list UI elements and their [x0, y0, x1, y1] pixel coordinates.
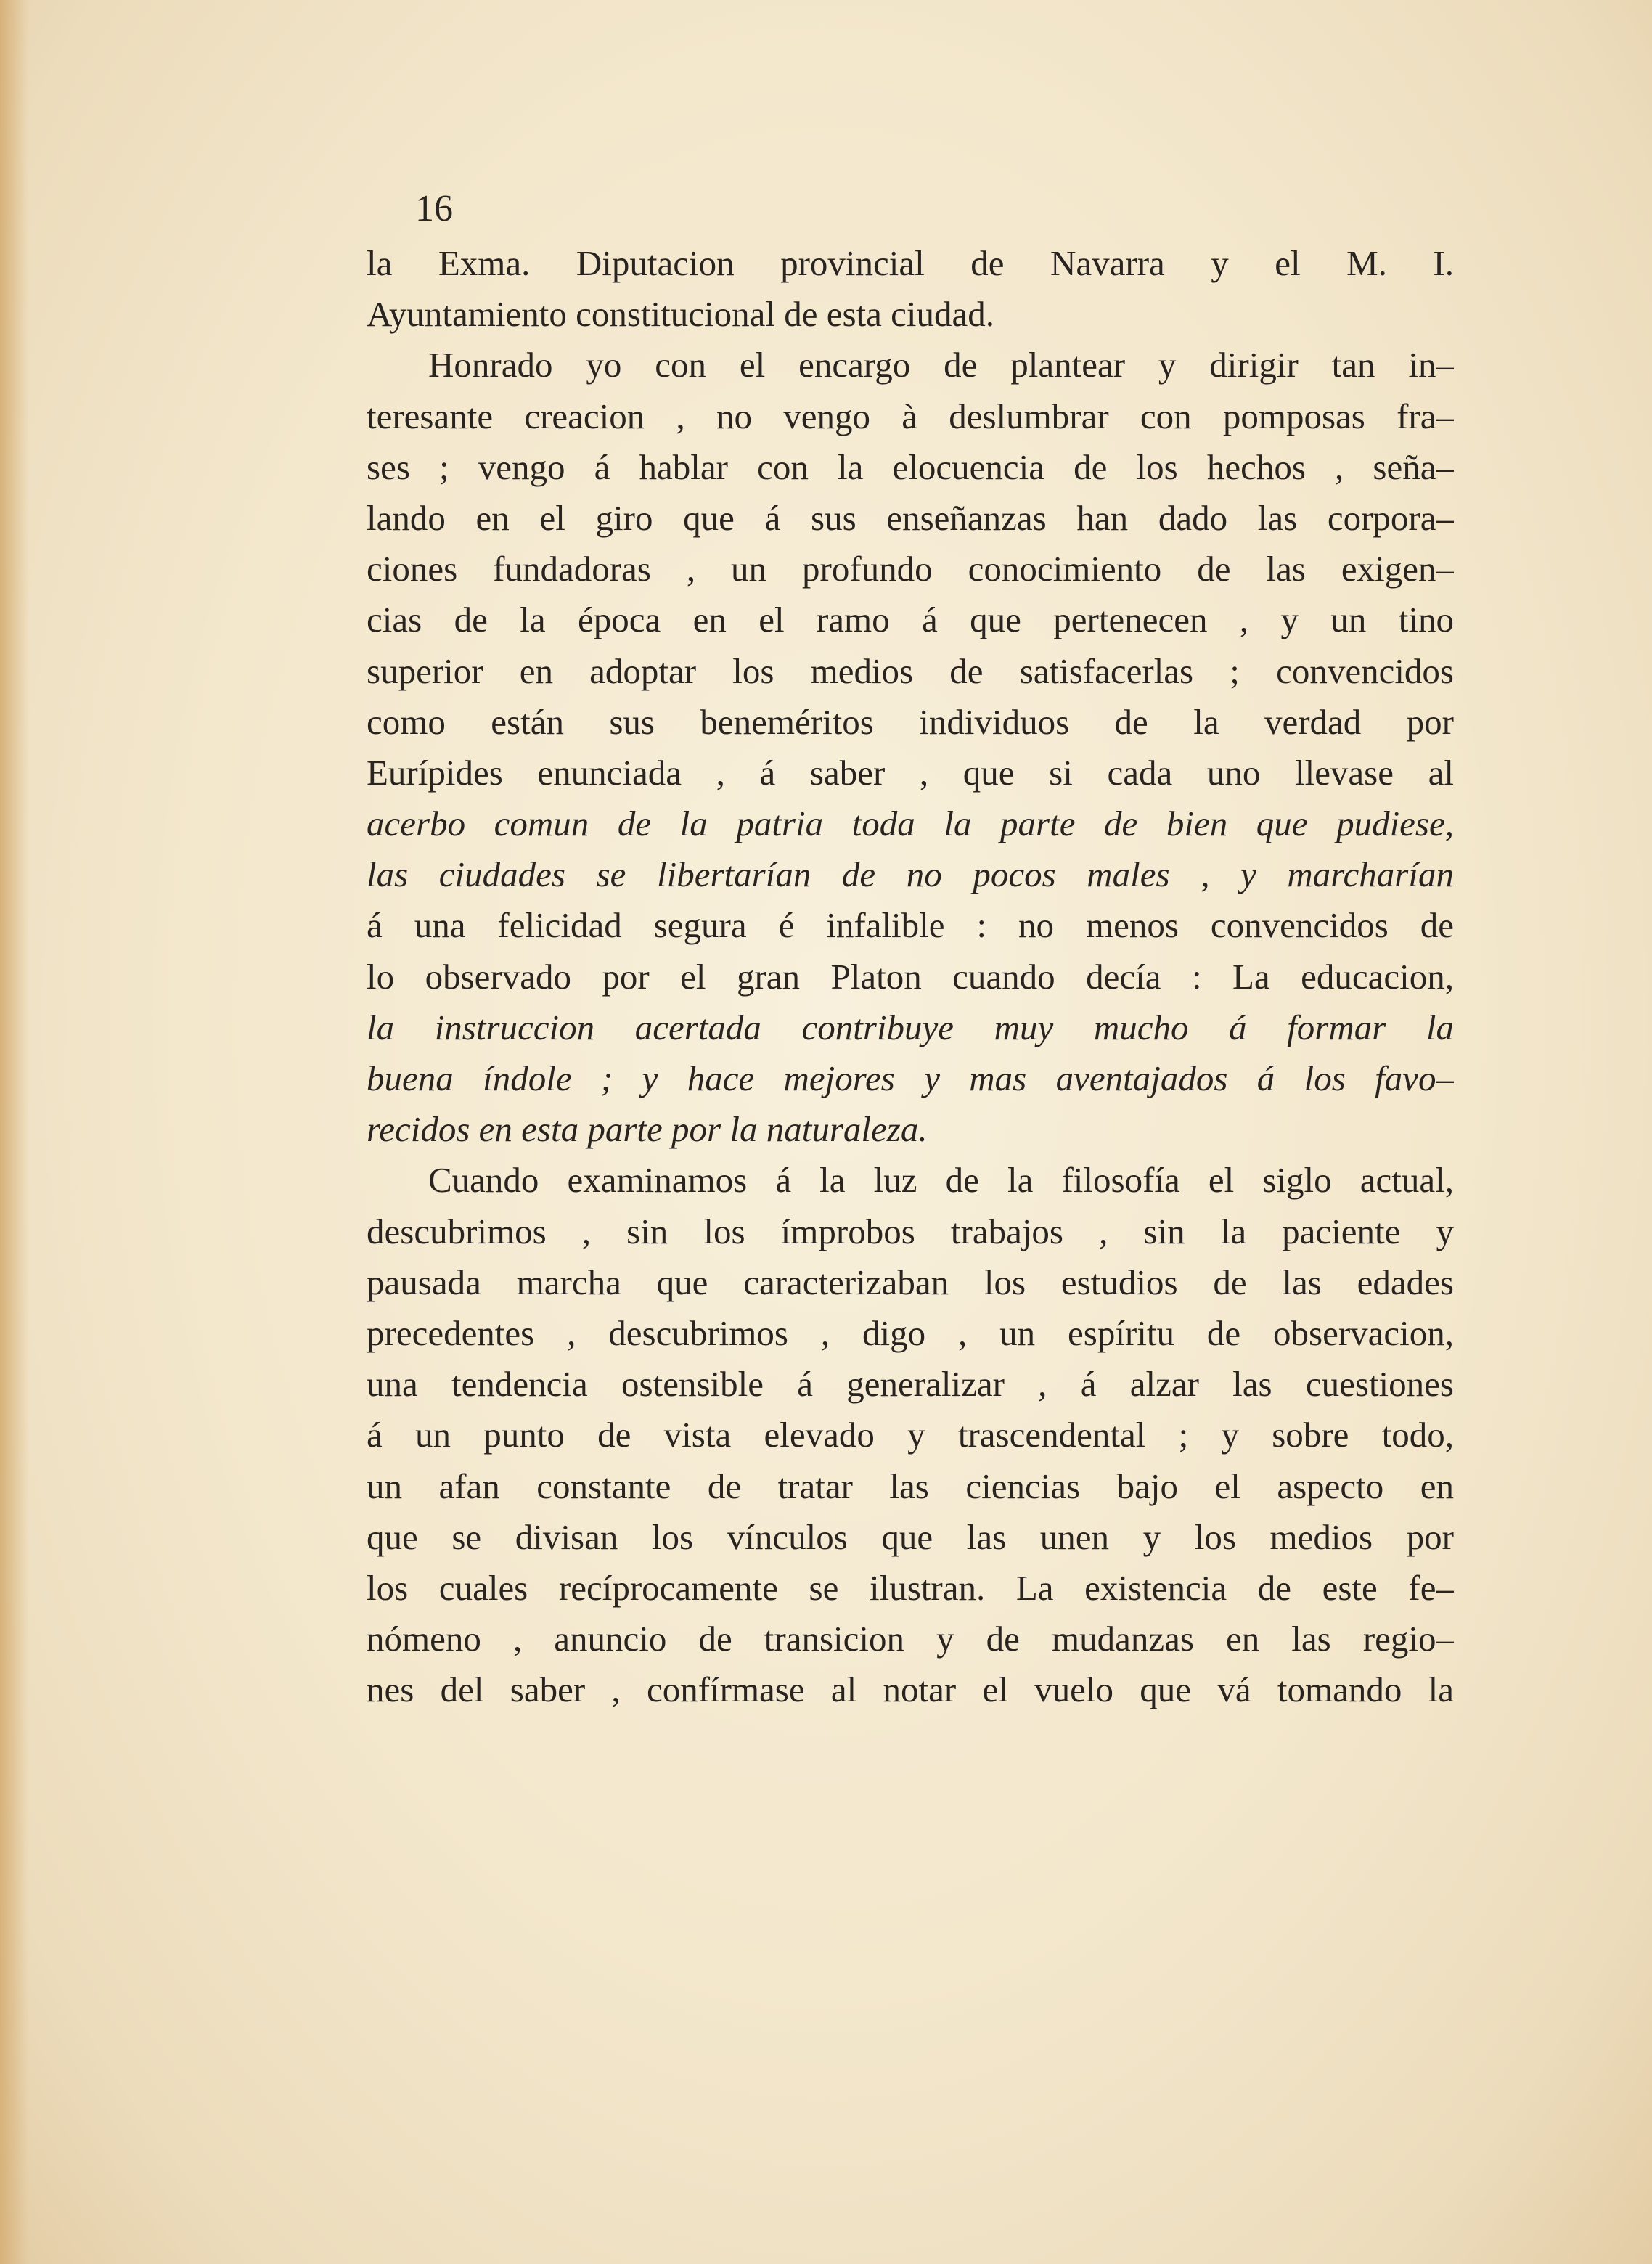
text-line: Honrado yo con el encargo de plantear y dirigir tan in– — [428, 345, 1454, 385]
text-line: superior en adoptar los medios de satisfacerlas ; convencidos — [367, 650, 1454, 691]
page-number: 16 — [415, 188, 453, 229]
text-line: lo observado por el gran Platon cuando decía : La educacion, — [367, 956, 1454, 997]
text-line: nes del saber , confírmase al notar el vuelo que vá tomando la — [367, 1670, 1454, 1710]
text-line: Eurípides enunciada , á saber , que si cada uno llevase al — [367, 752, 1454, 793]
text-line: lando en el giro que á sus enseñanzas han dado las corpora– — [367, 497, 1454, 538]
text-line: descubrimos , sin los ímprobos trabajos , sin la paciente y — [367, 1211, 1454, 1251]
text-line: que se divisan los vínculos que las unen y los medios por — [367, 1516, 1454, 1557]
text-line-quote: acerbo comun de la patria toda la parte de bien que pudiese, — [367, 804, 1454, 844]
text-line: Cuando examinamos á la luz de la filosofía el siglo actual, — [428, 1160, 1454, 1201]
text-line: Ayuntamiento constitucional de esta ciudad. — [367, 294, 995, 335]
text-line-quote: las ciudades se libertarían de no pocos males , y marcharían — [367, 854, 1454, 895]
text-line: teresante creacion , no vengo à deslumbrar con pomposas fra– — [367, 396, 1454, 436]
text-line: ciones fundadoras , un profundo conocimiento de las exigen– — [367, 549, 1454, 589]
text-line: como están sus beneméritos individuos de la verdad por — [367, 701, 1454, 742]
spine-shadow — [0, 0, 29, 2264]
text-line: la Exma. Diputacion provincial de Navarra y el M. I. — [367, 243, 1454, 283]
text-line-quote: la instruccion acertada contribuye muy mucho á formar la — [367, 1007, 1454, 1047]
text-line: cias de la época en el ramo á que pertenecen , y un tino — [367, 600, 1454, 640]
text-line-quote: buena índole ; y hace mejores y mas aventajados á los favo– — [367, 1058, 1454, 1098]
text-line: á un punto de vista elevado y trascendental ; y sobre todo, — [367, 1415, 1454, 1455]
text-line: á una felicidad segura é infalible : no menos convencidos de — [367, 905, 1454, 946]
text-line: los cuales recíprocamente se ilustran. La existencia de este fe– — [367, 1567, 1454, 1608]
text-line-quote: recidos en esta parte por la naturaleza. — [367, 1109, 928, 1150]
text-line: nómeno , anuncio de transicion y de mudanzas en las regio– — [367, 1619, 1454, 1659]
text-line: pausada marcha que caracterizaban los estudios de las edades — [367, 1262, 1454, 1302]
text-line: ses ; vengo á hablar con la elocuencia de los hechos , seña– — [367, 446, 1454, 487]
text-line: una tendencia ostensible á generalizar , á alzar las cuestiones — [367, 1364, 1454, 1405]
text-line: un afan constante de tratar las ciencias bajo el aspecto en — [367, 1466, 1454, 1506]
body-text — [367, 238, 1454, 1715]
text-line: precedentes , descubrimos , digo , un espíritu de observacion, — [367, 1312, 1454, 1353]
